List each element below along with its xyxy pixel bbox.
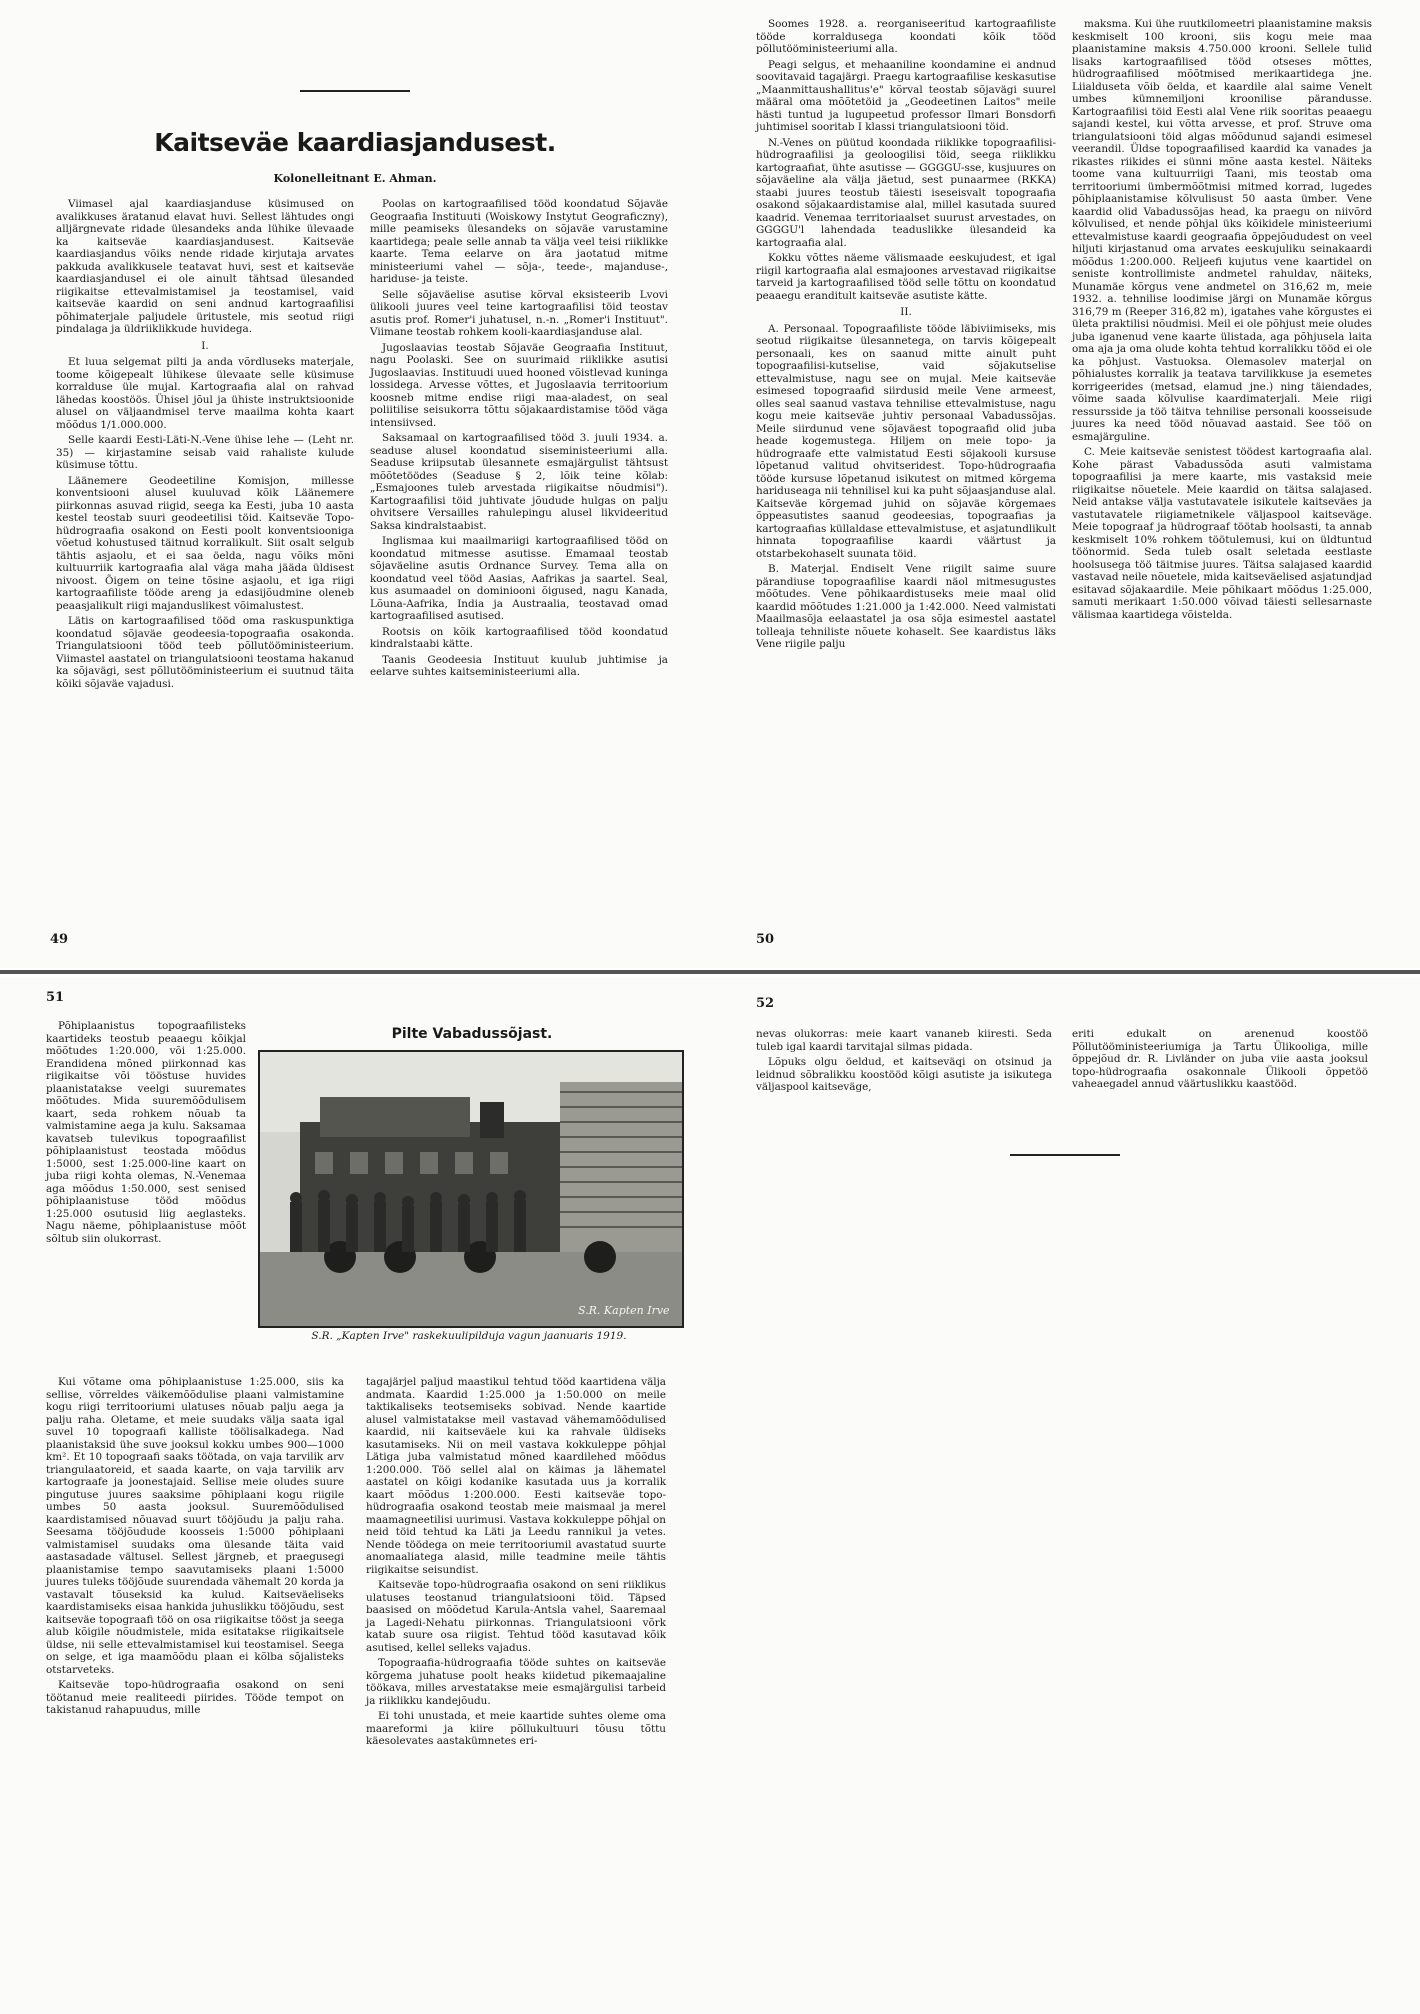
page-number: 51	[46, 990, 65, 1005]
paragraph: Kokku võttes näeme välismaade eeskujudest, et igal riigil kartograafia alal esmajoones arvestavad riigikaitse tarveid ja kartograafilised tööd selle tõttu on koondatud peaaegu eranditult kaitseväe asutiste kätte.	[756, 252, 1056, 302]
paragraph: tagajärjel paljud maastikul tehtud tööd kaartidena välja andmata. Kaardid 1:25.000 ja 1:50.000 on meile taktikaliseks teotsemiseks sobivad. Nende kaartide alusel valmistatakse meil vastavad vähemamõõdulised kaardid, nii kaitseväele kui ka rahvale üldiseks kasutamiseks. Nii on meil vastava kokkuleppe põhjal Lätiga juba valmistatud mõned kaardilehed mõõdus 1:200.000. Töö sellel alal on käimas ja lähematel aastatel on kõigi kodanike kasutada uus ja korralik kaart mõõdus 1:200.000. Eesti kaitseväe topo-hüdrograafia osakond teostab meie maismaal ja merel maamagneetilisi uurimusi. Vastava kokkuleppe põhjal on neid töid tehtud ka Läti ja Leedu rannikul ja vetes. Nende töödega on meie territooriumil avastatud suurte anomaaliatega alasid, mille teadmine meile tähtis riigikaitse seisundist.	[366, 1376, 666, 1576]
paragraph: Kaitseväe topo-hüdrograafia osakond on seni töötanud meie realiteedi piirides. Tööde tempot on takistanud rahapuudus, mille	[46, 1679, 344, 1716]
paragraph: Et luua selgemat pilti ja anda võrdluseks materjale, toome kõigepealt lühikese ülevaate selle küsimuse korralduse üle mujal. Kartograafia alal on rahvad lähedas koostöös. Ühisel jõul ja ühiste instruktsioonide alusel on väljaandmisel terve maailma kohta kaart mõõdus 1/1.000.000.	[56, 356, 354, 431]
page-52-column-2	[1072, 1028, 1368, 1094]
top-rule	[300, 90, 410, 92]
paragraph: Poolas on kartograafilised tööd koondatud Sõjaväe Geograafia Instituuti (Woiskowy Instytut Geograficzny), mille peamiseks ülesandeks on sõjaväe varustamine kaartidega; peale selle annab ta välja veel teisi riiklikke kaarte. Tema eelarve on ära jaotatud mitme ministeeriumi vahel — sõja-, teede-, majanduse-, hariduse- ja teiste.	[370, 198, 668, 285]
photo-title: Pilte Vabadussõjast.	[391, 1026, 553, 1042]
paragraph: Inglismaa kui maailmariigi kartograafilised tööd on koondatud mitmesse asutisse. Emamaal teostab sõjaväeline asutis Ordnance Survey. Tema alla on koondatud veel tööd Aasias, Aafrikas ja saartel. Seal, kus asumaadel on dominiooni õigused, nagu Kanada, Lõuna-Aafrika, India ja Austraalia, teostavad omad kartograafilised asutised.	[370, 535, 668, 622]
page-49-column-2	[370, 198, 668, 682]
paragraph: Saksamaal on kartograafilised tööd 3. juuli 1934. a. seaduse alusel koondatud siseministeeriumi alla. Seaduse kriipsutab ülesannete esmajärgulist tähtsust mõõtetöödes (Seaduse § 2, lõik teine kõlab: „Esmajoones tuleb arvestada riigikaitse nõudmisi"). Kartograafilisi töid juhtivate jõudude hulgas on palju ohvitsere Versailles rahulepingu alusel likvideeritud Saksa kindralstaabist.	[370, 432, 668, 532]
paragraph: Lätis on kartograafilised tööd oma raskuspunktiga koondatud sõjaväe geodeesia-topograafia osakonda. Triangulatsiooni tööd teeb põllutööministeerium. Viimastel aastatel on triangulatsiooni teostama hakanud ka sõjavägi, sest põllutööministeerium ei suutnud täita kõiki sõjaväe vajadusi.	[56, 615, 354, 690]
paragraph: nevas olukorras: meie kaart vananeb kiiresti. Seda tuleb igal kaardi tarvitajal silmas pidada.	[756, 1028, 1052, 1053]
page-50	[710, 0, 1420, 968]
article-title: Kaitseväe kaardiasjandusest.	[154, 128, 556, 157]
historical-photo-armored-train	[258, 1050, 684, 1328]
page-number: 50	[756, 932, 775, 947]
page-51-column-2	[366, 1376, 666, 1751]
page-49	[0, 0, 710, 968]
paragraph: B. Materjal. Endiselt Vene riigilt saime suure pärandiuse topograafilise kaardi näol mitmesugustes mõõtudes. Vene põhikaardistuseks meie maal olid kaardid mõõtudes 1:21.000 ja 1:42.000. Need valmistati Maailmasõja eelaastatel ja osa sõja esimestel aastatel tolleaja tehniliste nõuete kohaselt. See kaardistus läks Vene riigile palju	[756, 563, 1056, 650]
page-51-column-top-left	[46, 1020, 246, 1248]
page-51	[0, 978, 710, 2014]
section-heading: II.	[900, 306, 912, 318]
paragraph: Läänemere Geodeetiline Komisjon, millesse konventsiooni alusel kuuluvad kõik Läänemere piirkonnas asuvad riigid, seega ka Eesti, juba 10 aasta kestel teostab suuri geodeetilisi töid. Kaitseväe Topo-hüdrograafia osakond on Eesti poolt konventsiooniga võetud kohustused täitnud korralikult. Siit osalt selgub tähtis asjaolu, et ei saa öelda, nagu võiks mõni kultuurriik kartograafia alal väga maha jääda üldisest nivoost. Õigem on teine tõsine asjaolu, et iga riigi kartograafiliste tööde areng ja edasijõudmine oleneb peaasjalikult riigi majanduslikest võimalustest.	[56, 474, 354, 612]
paragraph: C. Meie kaitseväe senistest töödest kartograafia alal. Kohe pärast Vabadussõda asuti valmistama topograafilisi ja mere kaarte, mis vastaksid meie riigikaitse nõuetele. Meie kaardid on täitsa salajased. Neid antakse välja vastutavatele isikutele kaitseväes ja vastutavatele riigiametnikele väljaspool kaitseväge. Meie topograaf ja hüdrograaf töötab hoolsasti, ta annab keskmiselt 10% rohkem töötulemusi, kui on üldtuntud töönormid. Seda tuleb osalt seletada eestlaste hoolsusega töö täitmise juures. Täitsa salajased kaardid vastavad neile nõuetele, mida kaitseväelised asjatundjad esitavad sõjakaardile. Meie põhikaart mõõdus 1:25.000, samuti merikaart 1:50.000 võivad täiesti sellesarnaste välismaa kaartidega võistelda.	[1072, 446, 1372, 621]
paragraph: N.-Venes on püütud koondada riiklikke topograafilisi-hüdrograafilisi ja geoloogilisi töid, seega riiklikku kartograafiat, ühte asutisse — GGGGU-sse, kusjuures on sõjaväeline ala välja jäetud, sest punaarmee (RKKA) staabi juures teostub täiesti iseseisvalt topograafia osakond sõjakaardistamise alal, millel kasutada suured kaadrid. Venemaa territoriaalset suurust arvestades, on GGGGU'l lahendada teaduslikke ülesandeid ka kartograafia alal.	[756, 136, 1056, 249]
paragraph: Viimasel ajal kaardiasjanduse küsimused on avalikkuses äratanud elavat huvi. Sellest lähtudes ongi alljärgnevate ridade ülesandeks anda lühike ülevaade ka kaitseväe kaardiasjandusest. Kaitseväe kaardiasjandus võiks nende ridade kirjutaja arvates pakkuda avalikkusele teatavat huvi, sest et kaitseväe kaardiasjandusel ei ole ainult tähtsad ülesanded riigikaitse ettevalmistamisel ja teostamisel, vaid kaitseväe kaardid on seni andnud kartograafilisi põhimaterjale paljudele üritustele, mis seotud riigi pindalaga ja üldriiklikkude huvidega.	[56, 198, 354, 335]
paragraph: eriti edukalt on arenenud koostöö Põllutööministeeriumiga ja Tartu Ülikooliga, mille õppejõud dr. R. Livländer on juba viie aasta jooksul topo-hüdrograafia osakonnale Ülikooli õppetöö vaheaegadel annud väärtuslikku kaastööd.	[1072, 1028, 1368, 1090]
paragraph: Jugoslaavias teostab Sõjaväe Geograafia Instituut, nagu Poolaski. See on suurimaid riiklikke asutisi Jugoslaavias. Instituudi uued hooned võistlevad kuninga lossidega. Arvesse võttes, et Jugoslaavia territoorium koosneb mitme endise riigi maa-aladest, on seal poliitilise seisukorra tõttu sõjakaardistamise tööd väga intensiivsed.	[370, 341, 668, 429]
photo-inscription: S.R. Kapten Irve	[578, 1304, 670, 1317]
page-52-column-1	[756, 1028, 1052, 1097]
paragraph: Lõpuks olgu öeldud, et kaitseväqi on otsinud ja leidnud sõbralikku koostööd kõigi asutiste ja isikutega väljaspool kaitseväge,	[756, 1056, 1052, 1093]
page-49-column-1	[56, 198, 354, 693]
paragraph: Topograafia-hüdrograafia tööde suhtes on kaitseväe kõrgema juhatuse poolt heaks kiidetud pikemaajaline töökava, milles arvestatakse meie esmajärgulisi tarbeid ja riiklikku kandejõudu.	[366, 1657, 666, 1707]
paragraph: maksma. Kui ühe ruutkilomeetri plaanistamine maksis keskmiselt 100 krooni, siis kogu meie maa plaanistamine maksis 4.750.000 krooni. Sellele tulid lisaks kartograafilised tööd otseses mõttes, hüdrograafilised mõõtmised merikaartidega jne. Liialduseta võib öelda, et kaardile alal saime Venelt umbes kümnemiljoni kroonilise pärandusse. Kartograafilisi töid Eesti alal Vene riik sooritas peaaegu sajandi kestel, kui võtta arvesse, et prof. Struve oma triangulatsiooni töid algas mõõdunud sajandi esimesel veerandil. Üldse topograafilised kaardid ka vanades ja rikastes riikides ei sünni mõne aasta kestel. Näiteks toome vana kultuurriigi Taani, mis teostab oma territooriumi ümbermõõtmisi mitmed korrad, lugedes põhiplaanistamise kõlvulisust 50 aasta ümber. Vene kaardid olid Vabadussõjas head, ka praegu on niivõrd kõlvulised, et nende põhjal üks kõikidele ministeeriumi ettevalmistuse kaardi geograafia õppejõududest on veel hiljuti kirjastanud oma arvates eeskujuliku seinakaardi mõõdus 1:200.000. Reljeefi kujutus vene kaartidel on seniste kontrollimiste andmetel rahuldav, näiteks, Munamäe kõrgus vene andmetel on 316,62 m, meie 1932. a. tehnilise loodimise järgi on Munamäe kõrgus 316,79 m (Reeper 316,82 m), igatahes vahe kõrgustes ei ületa praktilisi nõudmisi. Meil ei ole põhjust meie oludes juba iganenud vene kaarte ülistada, aga põhjusela laita oma aja ja oma olude kohta tehtud korralikku tööd ei ole ka põhjust. Vastuoksa. Olemasolev materjal on põhialustes korralik ja teatava tarvilikkuse ja esemetes korrigeerides (metsad, elamud jne.) ning täiendades, võime saada kõlvulise kaardimaterjali. Meie riigi ressursside ja töö täitva tehnilise personali koosseisude juures ka need tööd nõuavad aastaid. See töö on esmajärguline.	[1072, 18, 1372, 443]
page-number: 49	[50, 932, 69, 947]
page-50-column-1	[756, 18, 1056, 654]
paragraph: Selle sõjaväelise asutise kõrval eksisteerib Lvovi ülikooli juures veel teine kartograafilisi töid teostav asutis prof. Romer'i juhatusel, n.-n. „Romer'i Instituut". Viimane teostab rohkem kooli-kaardiasjanduse alal.	[370, 288, 668, 338]
section-heading: I.	[201, 339, 209, 352]
end-rule	[1010, 1154, 1120, 1156]
page-50-column-2	[1072, 18, 1372, 624]
paragraph: Selle kaardi Eesti-Läti-N.-Vene ühise lehe — (Leht nr. 35) — kirjastamine seisab vaid rahaliste kulude küsimuse tõttu.	[56, 434, 354, 471]
paragraph: Peagi selgus, et mehaaniline koondamine ei andnud soovitavaid tagajärgi. Praegu kartograafilise keskasutise „Maanmittaushallitus'e" kõrval teostab sõjavägi suurel määral oma mõõtetöid ja „Geodeetinen Laitos" meile hästi tuntud ja lugupeetud professor Ilmari Bonsdorfi juhtimisel sooritab I klassi triangulatsiooni töid.	[756, 58, 1056, 133]
paragraph: Rootsis on kõik kartograafilised tööd koondatud kindralstaabi kätte.	[370, 625, 668, 650]
article-author: Kolonelleitnant E. Ahman.	[273, 172, 437, 185]
paragraph: Ei tohi unustada, et meie kaartide suhtes oleme oma maareformi ja kiire põllukultuuri tõusu tõttu käesolevates aastakümnetes eri-	[366, 1710, 666, 1747]
page-51-column-1	[46, 1376, 344, 1720]
paragraph: A. Personaal. Topograafiliste tööde läbiviimiseks, mis seotud riigikaitse ülesannetega, on tarvis kõigepealt personaali, kes on saanud mitte ainult puht topograafilisi-kutselise, vaid sõjakutselise ettevalmistuse, nagu see on mujal. Meie kaitseväe esimesed topograafid siirdusid meile Vene armeest, olles seal saanud vastava tehnilise ettevalmistuse, nagu kogu meie kaitseväe juhtiv personaal Vabadussõjas. Meile siirdunud vene sõjaväest topograafid olid juba heade kogemustega. Hiljem on meie topo- ja hüdrograafe ette valmistatud Eesti sõjakooli kursuse lõpetanud valitud ohvitseridest. Topo-hüdrograafia tööde kursuse lõpetanud isikutest on mitmed kõrgema hariduseaga nii tehnilisel kui ka puht sõjaasjanduse alal. Kaitseväe kõrgemad juhid on sõjaväe kõrgemaes õppeasutistes saanud geodeesias, topograafias ja kartograafias küllaldase ettevalmistuse, et asjatundlikult hinnata topograafilise kaardi väärtust ja otstarbekohaselt suunata töid.	[756, 322, 1056, 560]
paragraph: Taanis Geodeesia Instituut kuulub juhtimise ja eelarve suhtes kaitseministeeriumi alla.	[370, 653, 668, 678]
page-number: 52	[756, 996, 775, 1011]
paragraph: Kaitseväe topo-hüdrograafia osakond on seni riiklikus ulatuses teostanud triangulatsiooni töid. Täpsed baasised on mõõdetud Karula-Antsla vahel, Saaremaal ja Lagedi-Nehatu piirkonnas. Triangulatsiooni võrk katab suure osa riigist. Tehtud tööd kasutavad kõik asutised, kellel selleks vajadus.	[366, 1579, 666, 1654]
photo-caption: S.R. „Kapten Irve" raskekuulipilduja vagun jaanuaris 1919.	[311, 1330, 627, 1342]
paragraph: Põhiplaanistus topograafilisteks kaartideks teostub peaaegu kõikjal mõõtudes 1:20.000, või 1:25.000. Erandidena mõned piirkonnad kas riigikaitse või tööstuse huvides plaanistatakse veelgi suuremates mõõtudes. Mida suuremõõdulisem kaart, seda rohkem nõuab ta valmistamine aega ja kulu. Saksamaa kavatseb tulevikus topograafilist põhiplaanistust teostada mõõdus 1:5000, sest 1:25.000-line kaart on juba riigi kohta olemas, N.-Venemaa aga mõõdus 1:50.000, sest senised põhiplaanistuse tööd mõõdus 1:25.000 osutusid liig aeglasteks. Nagu näeme, põhiplaanistuse mõõt sõltub siin olukorrast.	[46, 1020, 246, 1245]
page-52	[710, 978, 1420, 2014]
armored-train-illustration	[260, 1052, 682, 1326]
paragraph: Soomes 1928. a. reorganiseeritud kartograafiliste tööde korraldusega koondati kõik tööd põllutööministeeriumi alla.	[756, 18, 1056, 55]
spread-divider	[0, 970, 1420, 974]
paragraph: Kui võtame oma põhiplaanistuse 1:25.000, siis ka sellise, võrreldes väikemõõdulise plaani valmistamine kogu riigi territooriumi ulatuses nõuab palju aega ja palju raha. Oletame, et meie suudaks välja saata igal suvel 10 topograafi kalliste töölisalkadega. Nad plaanistaksid ühe suve jooksul kokku umbes 900—1000 km². Et 10 topograafi saaks töötada, on vaja tarvilik arv triangulaatoreid, et saada kaarte, on vaja tarvilik arv kartograafe ja joonestajaid. Sellise meie oludes suure pingutuse juures saaksime põhiplaani kogu riigile umbes 50 aasta jooksul. Suuremõõdulised kaardistamised nõuavad suurt tööjõudu ja palju raha. Seesama tööjõudude koosseis 1:5000 põhiplaani valmistamisel suudaks oma ülesande täita vaid aastasadade vältusel. Sellest järgneb, et praegusegi plaanistamise tempo saavutamiseks plaani 1:5000 juures tuleks tööjõude suurendada vähemalt 20 korda ja vastavalt tõuseksid ka kulud. Kaitseväeliseks kaardistamiseks eisaa hankida juhuslikku tööjõudu, sest kaitseväe topograafi töö on osa riigikaitse tööst ja seega alub kõigile nõudmistele, mida esitatakse riigikaitsele üldse, nii selle ettevalmistamisel kui teostamisel. Seega on selge, et iga maamõõdu plaan ei kõlba sõjalisteks otstarveteks.	[46, 1376, 344, 1676]
